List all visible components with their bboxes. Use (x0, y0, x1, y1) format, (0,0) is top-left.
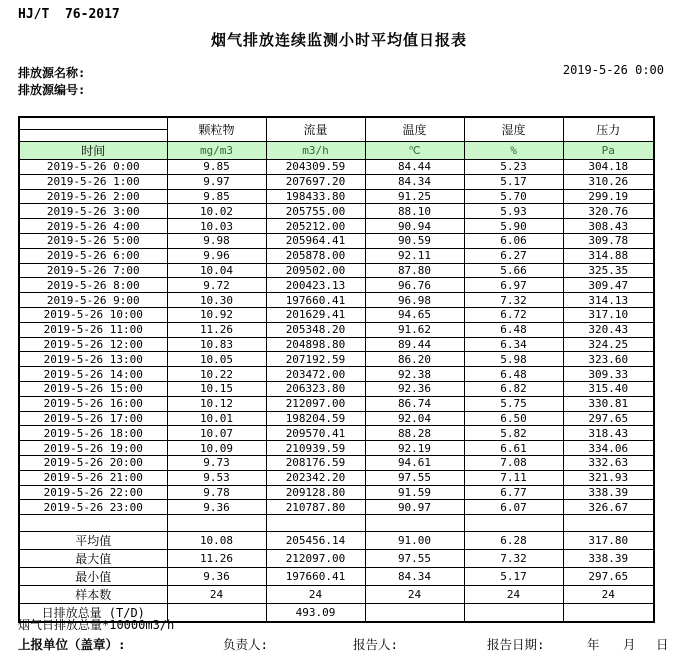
column-header-humidity: 湿度 (464, 117, 563, 142)
value-cell: 200423.13 (266, 278, 365, 293)
value-cell: 88.10 (365, 204, 464, 219)
table-row (19, 367, 654, 382)
value-cell: 6.07 (464, 500, 563, 515)
unit-humidity: % (464, 142, 563, 160)
table-row (19, 337, 654, 352)
time-cell: 2019-5-26 7:00 (19, 263, 167, 278)
page-title: 烟气排放连续监测小时平均值日报表 (210, 31, 467, 49)
value-cell: 10.30 (167, 293, 266, 308)
unit-flow: m3/h (266, 142, 365, 160)
value-cell: 91.25 (365, 189, 464, 204)
time-cell: 2019-5-26 16:00 (19, 396, 167, 411)
value-cell: 96.98 (365, 293, 464, 308)
summary-value-cell: 5.17 (464, 568, 563, 586)
summary-value-cell: 10.08 (167, 532, 266, 550)
time-cell: 2019-5-26 14:00 (19, 367, 167, 382)
table-row (19, 485, 654, 500)
value-cell: 7.11 (464, 470, 563, 485)
value-cell: 9.36 (167, 500, 266, 515)
value-cell: 92.11 (365, 248, 464, 263)
value-cell: 334.06 (563, 441, 654, 456)
table-row (19, 455, 654, 470)
value-cell: 11.26 (167, 322, 266, 337)
summary-value-cell: 197660.41 (266, 568, 365, 586)
empty-cell (19, 515, 167, 532)
time-cell: 2019-5-26 1:00 (19, 174, 167, 189)
value-cell: 92.04 (365, 411, 464, 426)
year-label: 年 (587, 637, 600, 652)
value-cell: 91.59 (365, 485, 464, 500)
time-cell: 2019-5-26 15:00 (19, 381, 167, 396)
value-cell: 89.44 (365, 337, 464, 352)
value-cell: 88.28 (365, 426, 464, 441)
value-cell: 6.77 (464, 485, 563, 500)
month-label: 月 (623, 637, 636, 652)
time-cell: 2019-5-26 17:00 (19, 411, 167, 426)
time-cell: 2019-5-26 20:00 (19, 455, 167, 470)
value-cell: 9.96 (167, 248, 266, 263)
unit-pressure: Pa (563, 142, 654, 160)
value-cell: 209128.80 (266, 485, 365, 500)
value-cell: 84.44 (365, 160, 464, 175)
column-header-particulate: 颗粒物 (167, 117, 266, 142)
value-cell: 297.65 (563, 411, 654, 426)
value-cell: 205878.00 (266, 248, 365, 263)
value-cell: 6.27 (464, 248, 563, 263)
unit-temperature: ℃ (365, 142, 464, 160)
table-row (19, 307, 654, 322)
summary-value-cell: 493.09 (266, 604, 365, 623)
value-cell: 96.76 (365, 278, 464, 293)
time-cell: 2019-5-26 6:00 (19, 248, 167, 263)
value-cell: 309.47 (563, 278, 654, 293)
table-row (19, 233, 654, 248)
value-cell: 90.59 (365, 233, 464, 248)
summary-row (19, 532, 654, 550)
table-row (19, 426, 654, 441)
table-row (19, 500, 654, 515)
time-cell: 2019-5-26 23:00 (19, 500, 167, 515)
value-cell: 299.19 (563, 189, 654, 204)
summary-row (19, 586, 654, 604)
time-cell: 2019-5-26 22:00 (19, 485, 167, 500)
summary-value-cell: 24 (266, 586, 365, 604)
summary-value-cell: 317.80 (563, 532, 654, 550)
value-cell: 203472.00 (266, 367, 365, 382)
table-row (19, 189, 654, 204)
value-cell: 308.43 (563, 219, 654, 234)
summary-label-cell: 样本数 (19, 586, 167, 604)
summary-value-cell: 97.55 (365, 550, 464, 568)
value-cell: 10.22 (167, 367, 266, 382)
value-cell: 6.61 (464, 441, 563, 456)
value-cell: 6.48 (464, 322, 563, 337)
table-row (19, 278, 654, 293)
table-row (19, 174, 654, 189)
summary-value-cell: 84.34 (365, 568, 464, 586)
value-cell: 210787.80 (266, 500, 365, 515)
summary-label-cell: 平均值 (19, 532, 167, 550)
summary-value-cell (464, 604, 563, 623)
empty-cell (563, 515, 654, 532)
summary-label-cell: 最大值 (19, 550, 167, 568)
value-cell: 92.36 (365, 381, 464, 396)
value-cell: 5.66 (464, 263, 563, 278)
value-cell: 5.70 (464, 189, 563, 204)
report-datetime: 2019-5-26 0:00 (562, 63, 664, 77)
value-cell: 10.03 (167, 219, 266, 234)
time-cell: 2019-5-26 11:00 (19, 322, 167, 337)
value-cell: 318.43 (563, 426, 654, 441)
units-row (19, 142, 654, 160)
summary-value-cell: 24 (563, 586, 654, 604)
value-cell: 9.98 (167, 233, 266, 248)
summary-value-cell (365, 604, 464, 623)
table-row (19, 160, 654, 175)
value-cell: 94.65 (365, 307, 464, 322)
value-cell: 94.61 (365, 455, 464, 470)
value-cell: 204898.80 (266, 337, 365, 352)
time-cell: 2019-5-26 13:00 (19, 352, 167, 367)
value-cell: 10.07 (167, 426, 266, 441)
source-name-label: 排放源名称: (18, 66, 86, 80)
table-row (19, 322, 654, 337)
value-cell: 5.90 (464, 219, 563, 234)
value-cell: 5.75 (464, 396, 563, 411)
value-cell: 97.55 (365, 470, 464, 485)
summary-value-cell: 24 (464, 586, 563, 604)
value-cell: 309.78 (563, 233, 654, 248)
value-cell: 6.06 (464, 233, 563, 248)
summary-value-cell: 297.65 (563, 568, 654, 586)
value-cell: 320.43 (563, 322, 654, 337)
total-emission-note: 烟气日排放总量*10000m3/h (18, 618, 175, 632)
value-cell: 10.02 (167, 204, 266, 219)
value-cell: 9.97 (167, 174, 266, 189)
table-row (19, 352, 654, 367)
column-header-flow: 流量 (266, 117, 365, 142)
signature-row (0, 635, 678, 651)
value-cell: 326.67 (563, 500, 654, 515)
value-cell: 207697.20 (266, 174, 365, 189)
value-cell: 210939.59 (266, 441, 365, 456)
header-row-top (19, 117, 654, 130)
value-cell: 205964.41 (266, 233, 365, 248)
value-cell: 204309.59 (266, 160, 365, 175)
value-cell: 6.82 (464, 381, 563, 396)
summary-value-cell: 7.32 (464, 550, 563, 568)
value-cell: 6.72 (464, 307, 563, 322)
time-cell: 2019-5-26 0:00 (19, 160, 167, 175)
empty-cell (464, 515, 563, 532)
value-cell: 209502.00 (266, 263, 365, 278)
column-header-temperature: 温度 (365, 117, 464, 142)
value-cell: 5.17 (464, 174, 563, 189)
value-cell: 314.88 (563, 248, 654, 263)
table-row (19, 219, 654, 234)
value-cell: 212097.00 (266, 396, 365, 411)
value-cell: 9.73 (167, 455, 266, 470)
value-cell: 332.63 (563, 455, 654, 470)
summary-label-cell: 日排放总量 (T/D) (19, 604, 167, 623)
value-cell: 205755.00 (266, 204, 365, 219)
value-cell: 6.97 (464, 278, 563, 293)
time-cell: 2019-5-26 10:00 (19, 307, 167, 322)
value-cell: 207192.59 (266, 352, 365, 367)
table-header (19, 117, 654, 160)
value-cell: 6.34 (464, 337, 563, 352)
value-cell: 324.25 (563, 337, 654, 352)
summary-row (19, 568, 654, 586)
summary-value-cell: 24 (167, 586, 266, 604)
summary-row (19, 550, 654, 568)
value-cell: 317.10 (563, 307, 654, 322)
summary-label-cell: 最小值 (19, 568, 167, 586)
time-header: 时间 (19, 142, 167, 160)
value-cell: 9.53 (167, 470, 266, 485)
value-cell: 314.13 (563, 293, 654, 308)
table-row (19, 396, 654, 411)
value-cell: 10.15 (167, 381, 266, 396)
time-cell: 2019-5-26 3:00 (19, 204, 167, 219)
value-cell: 87.80 (365, 263, 464, 278)
time-cell: 2019-5-26 12:00 (19, 337, 167, 352)
summary-value-cell: 205456.14 (266, 532, 365, 550)
value-cell: 321.93 (563, 470, 654, 485)
value-cell: 320.76 (563, 204, 654, 219)
value-cell: 6.50 (464, 411, 563, 426)
value-cell: 7.08 (464, 455, 563, 470)
table-row (19, 204, 654, 219)
reporter-label: 报告人: (353, 637, 399, 652)
value-cell: 86.20 (365, 352, 464, 367)
source-code-label: 排放源编号: (18, 83, 86, 97)
value-cell: 9.85 (167, 189, 266, 204)
summary-value-cell (167, 604, 266, 623)
value-cell: 90.94 (365, 219, 464, 234)
header-blank-bottom (19, 130, 167, 142)
value-cell: 202342.20 (266, 470, 365, 485)
table-body (19, 160, 654, 623)
value-cell: 91.62 (365, 322, 464, 337)
day-label: 日 (656, 637, 669, 652)
value-cell: 10.04 (167, 263, 266, 278)
time-cell: 2019-5-26 18:00 (19, 426, 167, 441)
value-cell: 9.78 (167, 485, 266, 500)
summary-value-cell: 212097.00 (266, 550, 365, 568)
value-cell: 10.83 (167, 337, 266, 352)
value-cell: 209570.41 (266, 426, 365, 441)
time-cell: 2019-5-26 2:00 (19, 189, 167, 204)
summary-value-cell: 24 (365, 586, 464, 604)
summary-value-cell: 91.00 (365, 532, 464, 550)
table-row (19, 411, 654, 426)
time-cell: 2019-5-26 5:00 (19, 233, 167, 248)
header-blank-top (19, 117, 167, 130)
value-cell: 9.85 (167, 160, 266, 175)
time-cell: 2019-5-26 8:00 (19, 278, 167, 293)
table-row (19, 263, 654, 278)
value-cell: 198433.80 (266, 189, 365, 204)
value-cell: 10.01 (167, 411, 266, 426)
empty-cell (266, 515, 365, 532)
empty-cell (365, 515, 464, 532)
value-cell: 206323.80 (266, 381, 365, 396)
value-cell: 208176.59 (266, 455, 365, 470)
table-row (19, 441, 654, 456)
table-row (19, 381, 654, 396)
summary-value-cell (563, 604, 654, 623)
table-row (19, 470, 654, 485)
summary-value-cell: 338.39 (563, 550, 654, 568)
time-cell: 2019-5-26 21:00 (19, 470, 167, 485)
value-cell: 86.74 (365, 396, 464, 411)
value-cell: 205348.20 (266, 322, 365, 337)
value-cell: 197660.41 (266, 293, 365, 308)
value-cell: 6.48 (464, 367, 563, 382)
value-cell: 10.12 (167, 396, 266, 411)
value-cell: 5.93 (464, 204, 563, 219)
value-cell: 9.72 (167, 278, 266, 293)
value-cell: 330.81 (563, 396, 654, 411)
standard-number: HJ/T 76-2017 (18, 7, 120, 22)
value-cell: 309.33 (563, 367, 654, 382)
value-cell: 201629.41 (266, 307, 365, 322)
report-date-label: 报告日期: (487, 637, 545, 652)
value-cell: 10.92 (167, 307, 266, 322)
value-cell: 90.97 (365, 500, 464, 515)
summary-value-cell: 6.28 (464, 532, 563, 550)
time-cell: 2019-5-26 4:00 (19, 219, 167, 234)
value-cell: 304.18 (563, 160, 654, 175)
table-row (19, 293, 654, 308)
report-unit-label: 上报单位（盖章）: (18, 637, 126, 652)
value-cell: 310.26 (563, 174, 654, 189)
value-cell: 5.23 (464, 160, 563, 175)
column-header-pressure: 压力 (563, 117, 654, 142)
hourly-average-table (18, 116, 655, 623)
summary-value-cell: 9.36 (167, 568, 266, 586)
value-cell: 92.38 (365, 367, 464, 382)
value-cell: 84.34 (365, 174, 464, 189)
time-cell: 2019-5-26 19:00 (19, 441, 167, 456)
time-cell: 2019-5-26 9:00 (19, 293, 167, 308)
value-cell: 325.35 (563, 263, 654, 278)
value-cell: 92.19 (365, 441, 464, 456)
value-cell: 323.60 (563, 352, 654, 367)
spacer-row (19, 515, 654, 532)
value-cell: 338.39 (563, 485, 654, 500)
value-cell: 205212.00 (266, 219, 365, 234)
value-cell: 7.32 (464, 293, 563, 308)
responsible-person-label: 负责人: (223, 637, 269, 652)
value-cell: 5.98 (464, 352, 563, 367)
value-cell: 10.09 (167, 441, 266, 456)
summary-value-cell: 11.26 (167, 550, 266, 568)
value-cell: 5.82 (464, 426, 563, 441)
table-row (19, 248, 654, 263)
unit-particulate: mg/m3 (167, 142, 266, 160)
empty-cell (167, 515, 266, 532)
value-cell: 10.05 (167, 352, 266, 367)
value-cell: 315.40 (563, 381, 654, 396)
value-cell: 198204.59 (266, 411, 365, 426)
